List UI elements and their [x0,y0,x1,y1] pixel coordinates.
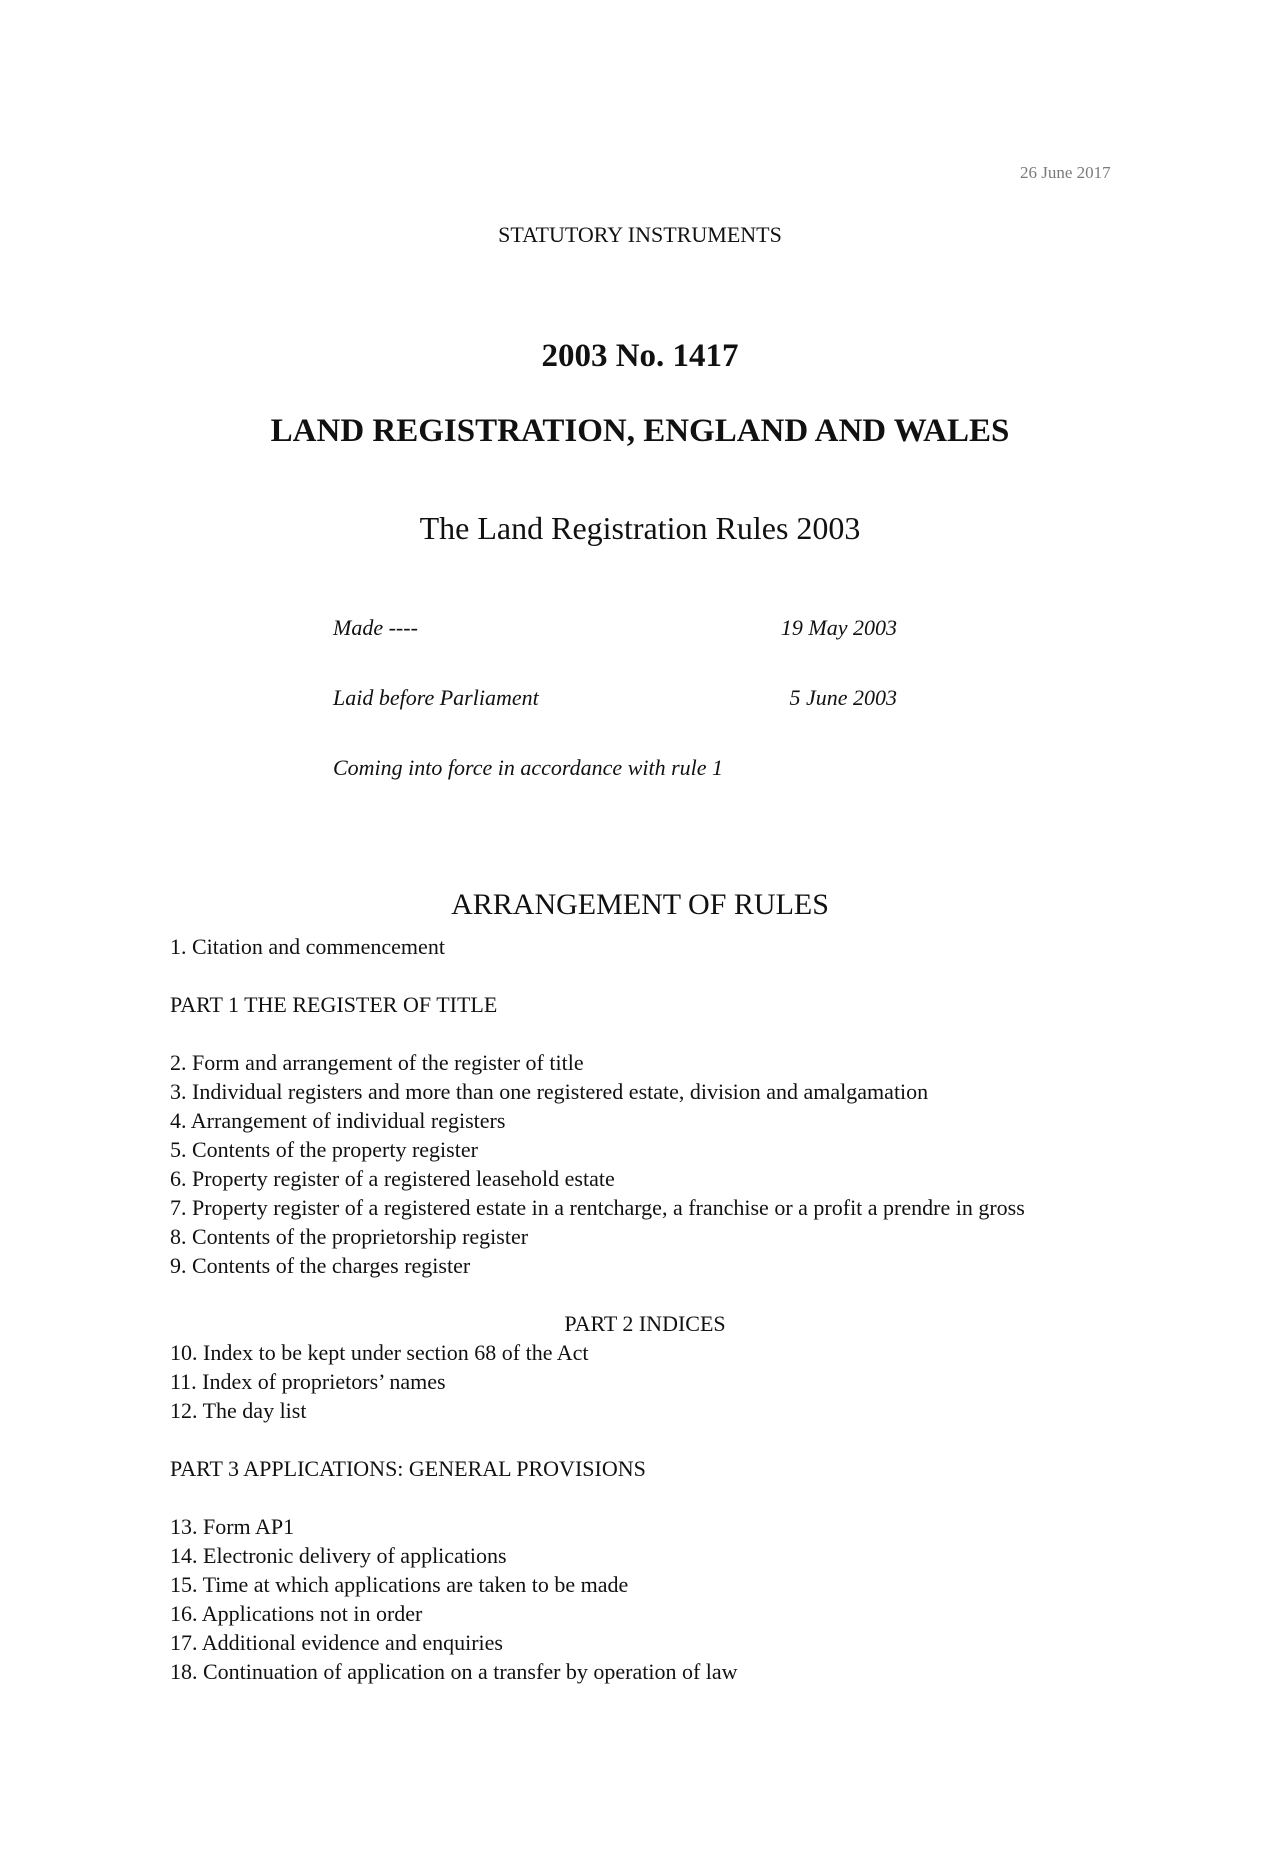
part-3-heading: PART 3 APPLICATIONS: GENERAL PROVISIONS [170,1456,646,1481]
table-of-contents [170,932,1170,1686]
toc-rule-1: 1. Citation and commencement [170,934,445,959]
toc-item: 6. Property register of a registered leasehold estate [170,1166,615,1191]
made-label: Made ---- [333,615,418,640]
toc-item: 11. Index of proprietors’ names [170,1369,446,1394]
toc-item: 12. The day list [170,1398,307,1423]
toc-item: 13. Form AP1 [170,1514,295,1539]
toc-item: 3. Individual registers and more than one registered estate, division and amalgamation [170,1079,929,1104]
toc-item: 2. Form and arrangement of the register of title [170,1050,584,1075]
part-1-heading: PART 1 THE REGISTER OF TITLE [170,992,498,1017]
instrument-number: 2003 No. 1417 [541,338,739,374]
laid-date: 5 June 2003 [789,685,897,710]
laid-label: Laid before Parliament [333,685,539,710]
toc-item: 14. Electronic delivery of applications [170,1543,507,1568]
instrument-title: The Land Registration Rules 2003 [419,510,861,546]
toc-item: 15. Time at which applications are taken to be made [170,1572,629,1597]
part-2-heading: PART 2 INDICES [564,1311,726,1336]
toc-item: 18. Continuation of application on a transfer by operation of law [170,1659,738,1684]
toc-item: 5. Contents of the property register [170,1137,478,1162]
toc-item: 16. Applications not in order [170,1601,423,1626]
coming-into-force-label: Coming into force in accordance with rule 1 [333,755,724,780]
toc-item: 17. Additional evidence and enquiries [170,1630,503,1655]
instrument-subject: LAND REGISTRATION, ENGLAND AND WALES [270,413,1010,449]
toc-item: 8. Contents of the proprietorship register [170,1224,529,1249]
print-date: 26 June 2017 [1020,163,1111,182]
arrangement-heading: ARRANGEMENT OF RULES [451,888,829,921]
toc-item: 10. Index to be kept under section 68 of the Act [170,1340,589,1365]
toc-item: 9. Contents of the charges register [170,1253,471,1278]
instrument-series: STATUTORY INSTRUMENTS [498,222,782,247]
made-date: 19 May 2003 [780,615,897,640]
toc-item: 7. Property register of a registered estate in a rentcharge, a franchise or a profit a prendre in gross [170,1195,1025,1220]
toc-item: 4. Arrangement of individual registers [170,1108,506,1133]
